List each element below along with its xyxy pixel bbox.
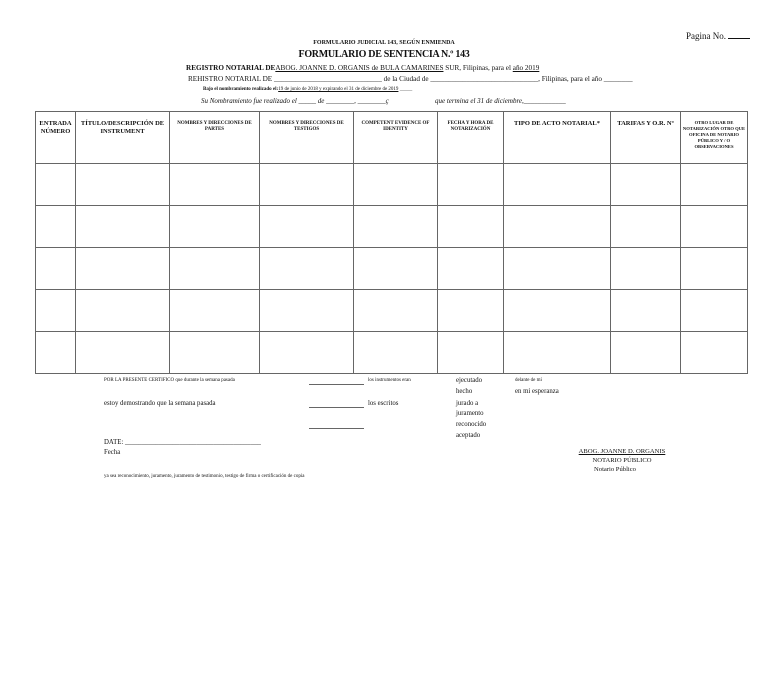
col-tipo-acto: TIPO DE ACTO NOTARIAL* [504, 112, 611, 164]
table-row [36, 248, 748, 290]
table-cell[interactable] [438, 206, 504, 248]
notary-title: NOTARIO PÚBLICO [592, 457, 652, 464]
date-line[interactable]: DATE: ________________________________________ [104, 439, 261, 446]
table-cell[interactable] [170, 248, 260, 290]
table-cell[interactable] [504, 332, 611, 374]
demostrando-text: estoy demostrando que la semana pasada [104, 400, 216, 407]
table-cell[interactable] [76, 206, 170, 248]
juramento-text: juramento [456, 410, 484, 417]
table-cell[interactable] [354, 206, 438, 248]
registro-label: REGISTRO NOTARIAL DE [186, 64, 276, 72]
table-cell[interactable] [170, 206, 260, 248]
notary-signature-name: ABOG. JOANNE D. ORGANIS [578, 448, 666, 455]
table-cell[interactable] [170, 290, 260, 332]
bajo-line [203, 87, 412, 92]
registro-name: ABOG. JOANNE D. ORGANIS de BULA CAMARINES [275, 64, 444, 72]
rehistro-line: REHISTRO NOTARIAL DE ______________________________ de la Ciudad de ______________________________, Filipinas, para el año ________ [188, 75, 633, 83]
col-otro-lugar: OTRO LUGAR DE NOTARIZACIÓN OTRO QUE OFICINA DE NOTARIO PÚBLICO Y / O OBSERVACIONES [681, 112, 748, 164]
table-cell[interactable] [76, 332, 170, 374]
instrumentos-text: los instrumentos eran [368, 378, 411, 383]
escritos-text: los escritos [368, 400, 399, 407]
table-cell[interactable] [504, 290, 611, 332]
table-cell[interactable] [681, 248, 748, 290]
hecho-text: hecho [456, 388, 473, 395]
bajo-tail: _____ [399, 87, 413, 92]
table-row [36, 164, 748, 206]
fecha-label: Fecha [104, 449, 121, 456]
table-cell[interactable] [36, 248, 76, 290]
bajo-label: Bajo el nombramiento realizado el: [203, 87, 279, 92]
table-cell[interactable] [611, 206, 681, 248]
table-cell[interactable] [354, 164, 438, 206]
termina-line: que termina el 31 de diciembre,____________ [435, 97, 566, 105]
table-cell[interactable] [36, 164, 76, 206]
col-identity: COMPETENT EVIDENCE OF IDENTITY [354, 112, 438, 164]
esperanza-text: en mi esperanza [515, 388, 559, 395]
table-cell[interactable] [76, 248, 170, 290]
col-partes: NOMBRES Y DIRECCIONES DE PARTES [170, 112, 260, 164]
col-fecha-hora: FECHA Y HORA DE NOTARIZACIÓN [438, 112, 504, 164]
registro-rest: SUR, Filipinas, para el [443, 64, 513, 72]
table-cell[interactable] [260, 332, 354, 374]
table-cell[interactable] [76, 290, 170, 332]
table-cell[interactable] [438, 164, 504, 206]
table-cell[interactable] [611, 290, 681, 332]
table-cell[interactable] [438, 290, 504, 332]
table-row [36, 332, 748, 374]
table-cell[interactable] [681, 332, 748, 374]
table-cell[interactable] [36, 206, 76, 248]
col-tarifas: TARIFAS Y O.R. Nº [611, 112, 681, 164]
col-testigos: NOMBRES Y DIRECCIONES DE TESTIGOS [260, 112, 354, 164]
page-number-blank[interactable] [728, 30, 750, 39]
jurado-text: jurado a [456, 400, 479, 407]
table-cell[interactable] [504, 164, 611, 206]
col-entrada: ENTRADA NÚMERO [36, 112, 76, 164]
col-titulo: TÍTULO/DESCRIPCIÓN DE INSTRUMENT [76, 112, 170, 164]
table-cell[interactable] [36, 290, 76, 332]
table-cell[interactable] [170, 164, 260, 206]
notary-title-lower: Notario Público [594, 466, 636, 473]
reconocido-text: reconocido [456, 421, 487, 428]
table-cell[interactable] [681, 206, 748, 248]
table-cell[interactable] [36, 332, 76, 374]
form-title: FORMULARIO DE SENTENCIA N.º 143 [298, 49, 470, 60]
registro-year: año 2019 [512, 64, 540, 72]
blank-line-2[interactable] [309, 407, 364, 408]
table-cell[interactable] [354, 248, 438, 290]
table-header-row [36, 112, 748, 164]
aceptado-text: aceptado [456, 432, 481, 439]
nombramiento-line: Su Nombramiento fue realizado el _____ de ________, ________ç [201, 97, 389, 105]
page-number-label: Pagina No. [686, 31, 726, 41]
bajo-value: 19 de junio de 2018 y expirando el 31 de diciembre de 2019 [278, 87, 399, 92]
table-cell[interactable] [438, 248, 504, 290]
table-cell[interactable] [504, 248, 611, 290]
delante-text: delante de mí [515, 378, 542, 383]
table-cell[interactable] [504, 206, 611, 248]
table-cell[interactable] [354, 290, 438, 332]
table-cell[interactable] [260, 248, 354, 290]
table-cell[interactable] [260, 290, 354, 332]
certifico-text: POR LA PRESENTE CERTIFICO que durante la semana pasada [104, 378, 235, 383]
table-row [36, 206, 748, 248]
table-cell[interactable] [611, 164, 681, 206]
form-subtitle: FORMULARIO JUDICIAL 143, SEGÚN ENMIENDA [313, 40, 455, 46]
table-cell[interactable] [354, 332, 438, 374]
ejecutado-text: ejecutado [456, 377, 483, 384]
blank-line-1[interactable] [309, 384, 364, 385]
table-cell[interactable] [681, 290, 748, 332]
table-cell[interactable] [260, 206, 354, 248]
table-cell[interactable] [611, 332, 681, 374]
blank-line-3[interactable] [309, 428, 364, 429]
table-row [36, 290, 748, 332]
table-cell[interactable] [681, 164, 748, 206]
table-cell[interactable] [438, 332, 504, 374]
footnote: ya sea reconocimiento, juramento, juramento de testimonio, testigo de firma o certificación de copia [104, 474, 305, 479]
table-cell[interactable] [611, 248, 681, 290]
table-cell[interactable] [260, 164, 354, 206]
notarial-register-table [35, 111, 748, 374]
registro-line [186, 64, 539, 72]
table-cell[interactable] [76, 164, 170, 206]
table-cell[interactable] [170, 332, 260, 374]
